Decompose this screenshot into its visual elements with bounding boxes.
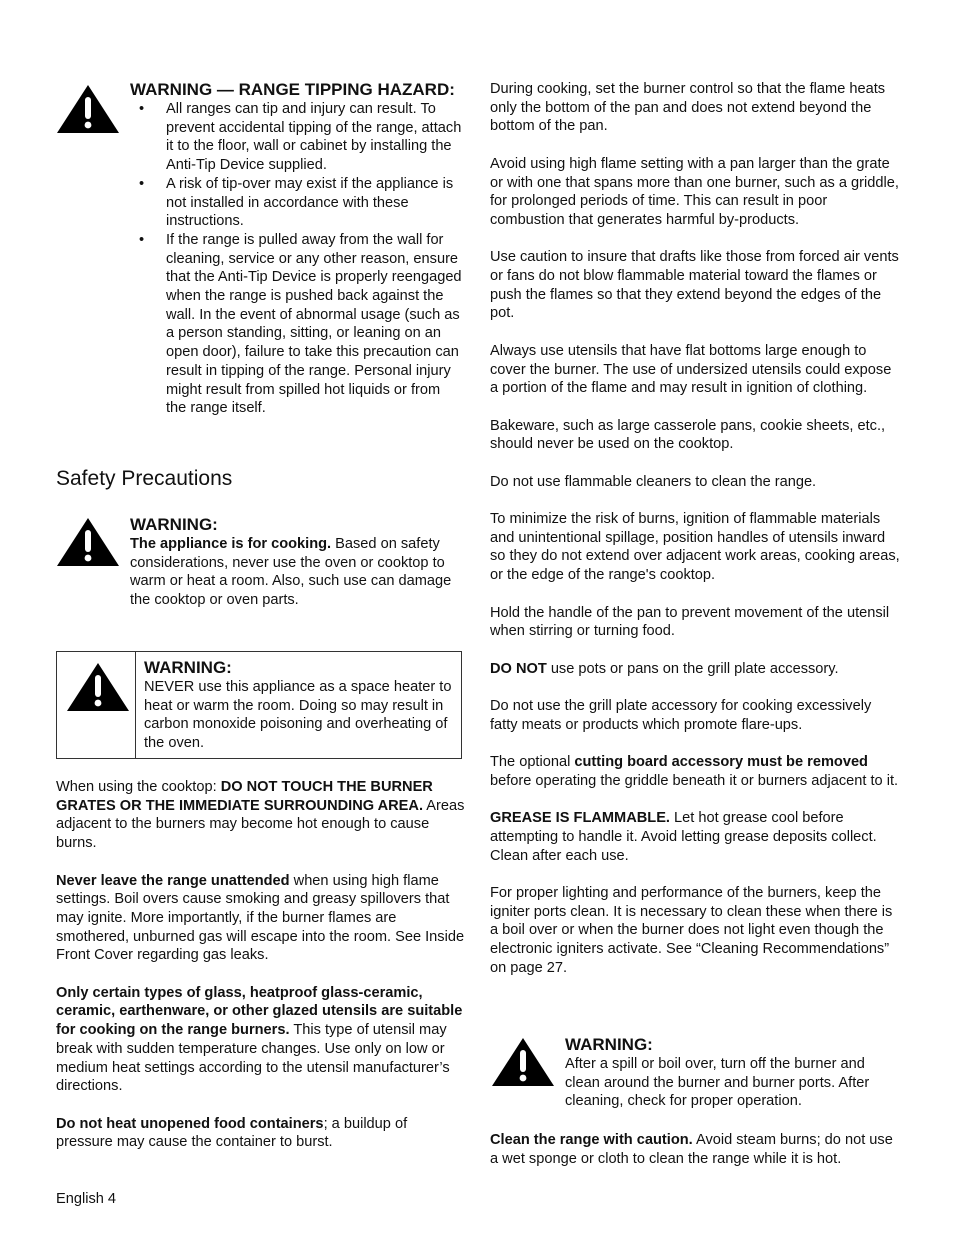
warning-triangle-icon (56, 517, 120, 567)
paragraph: During cooking, set the burner control so that the flame heats only the bottom of the pan and does not extend beyond the bottom of the pan. (490, 81, 886, 135)
paragraph: DO NOT use pots or pans on the grill plate accessory. (490, 660, 839, 677)
right-paragraphs (490, 80, 900, 978)
list-item: • All ranges can tip and injury can result. To prevent accidental tipping of the range, attach it to the floor, wall or cabinet by installing the Anti-Tip Device supplied. (129, 100, 464, 175)
paragraph: Do not heat unopened food containers; a buildup of pressure may cause the container to burst. (56, 1115, 408, 1151)
paragraph: Never leave the range unattended when using high flame settings. Boil overs cause smoking and greasy spillovers that may ignite. More importantly, if the burner flames are smothered, unburned gas will escape into the room. See Inside Front Cover regarding gas leaks. (56, 872, 465, 964)
paragraph: For proper lighting and performance of the burners, keep the igniter ports clean. It is necessary to clean these when there is a boil over or when the burner does not light even though the electronic igniters activate. See “Cleaning Recommendations” on page 27. (490, 885, 893, 976)
tipping-bullets (129, 100, 464, 418)
warning-triangle-icon (56, 84, 120, 134)
paragraph: Do not use flammable cleaners to clean the range. (490, 473, 817, 490)
paragraph: Use caution to insure that drafts like those from forced air vents or fans do not blow flammable material toward the flames or push the flames so that they extend beyond the edges of the pot. (490, 249, 899, 322)
spill-warning-text: After a spill or boil over, turn off the burner and clean around the burner and burner ports. After cleaning, check for proper operation. (565, 1056, 870, 1110)
heater-warning-content (144, 657, 456, 753)
cooking-warning-text: The appliance is for cooking. Based on safety considerations, never use the oven or cooktop to warm or heat a room. Also, such use can damage the cooktop or oven parts. (130, 536, 452, 609)
paragraph: Do not use the grill plate accessory for cooking excessively fatty meats or products which promote flare-ups. (490, 698, 872, 733)
paragraph: Hold the handle of the pan to prevent movement of the utensil when stirring or turning food. (490, 604, 890, 640)
paragraph: Always use utensils that have flat bottoms large enough to cover the burner. The use of undersized utensils could expose a portion of the flame and may result in ignition of clothing. (490, 342, 892, 397)
paragraph: Clean the range with caution. Avoid steam burns; do not use a wet sponge or cloth to clean the range while it is hot. (490, 1132, 893, 1167)
icon-cell (57, 652, 136, 758)
heater-warning-title: WARNING: (144, 658, 232, 677)
heater-warning-text: NEVER use this appliance as a space heater to heat or warm the room. Doing so may result in carbon monoxide poisoning and overheating of the oven. (144, 679, 452, 752)
paragraph: When using the cooktop: DO NOT TOUCH THE BURNER GRATES OR THE IMMEDIATE SURROUNDING AREA. Areas adjacent to the burners may become hot enough to cause burns. (56, 779, 465, 852)
paragraph: Bakeware, such as large casserole pans, cookie sheets, etc., should never be used on the cooktop. (490, 417, 886, 453)
warning-triangle-icon (491, 1037, 555, 1087)
left-paragraphs (56, 778, 466, 1152)
tipping-warning (130, 79, 464, 418)
heater-warning-box (56, 651, 462, 759)
paragraph: GREASE IS FLAMMABLE. Let hot grease cool before attempting to handle it. Avoid letting grease deposits collect. Clean after each use. (490, 810, 877, 864)
paragraph: To minimize the risk of burns, ignition of flammable materials and unintentional spillage, position handles of utensils inward so they do not extend over adjacent work areas, cooking areas, or the edge of the range's cooktop. (490, 511, 900, 584)
page-number: English 4 (56, 1191, 117, 1207)
spill-warning (565, 1034, 901, 1111)
tipping-warning-title: WARNING — RANGE TIPPING HAZARD: (130, 80, 455, 99)
paragraph: Only certain types of glass, heatproof glass-ceramic, ceramic, earthenware, or other glazed utensils are suitable for cooking on the range burners. This type of utensil may break with sudden temperature changes. Use only on low or medium heat settings according to the utensil manufacturer’s directions. (56, 984, 463, 1095)
list-item: • A risk of tip-over may exist if the appliance is not installed in accordance with these instructions. (129, 175, 464, 231)
warning-triangle-icon (66, 662, 130, 718)
cooking-warning-title: WARNING: (130, 515, 218, 534)
section-title: Safety Precautions (56, 467, 233, 490)
cooking-warning (130, 514, 464, 610)
spill-warning-title: WARNING: (565, 1035, 653, 1054)
paragraph: The optional cutting board accessory must be removed before operating the griddle beneath it or burners adjacent to it. (490, 754, 899, 789)
list-item: • If the range is pulled away from the wall for cleaning, service or any other reason, ensure that the Anti-Tip Device is properly reengaged when the range is pushed back against the wall. In the event of abnormal usage (such as a person standing, sitting, or leaning on an open door), failure to take this precaution can result in tipping of the range. Personal injury might result from spilled hot liquids or from the range itself. (129, 231, 464, 418)
paragraph: Avoid using high flame setting with a pan larger than the grate or with one that spans more than one burner, such as a griddle, for prolonged periods of time. This can result in poor combustion that generates harmful by-products. (490, 155, 899, 228)
